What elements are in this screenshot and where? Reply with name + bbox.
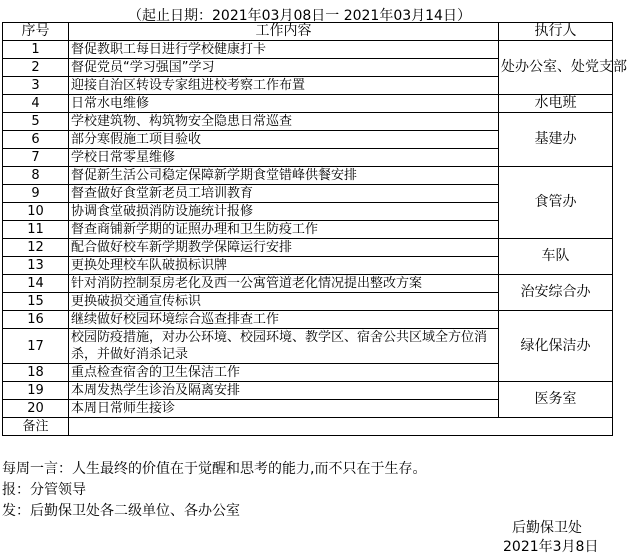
task-cell: 重点检查宿舍的卫生保洁工作 xyxy=(69,364,499,382)
row-number: 16 xyxy=(3,311,69,329)
table-row xyxy=(3,311,613,329)
row-number: 20 xyxy=(3,400,69,418)
row-number: 14 xyxy=(3,275,69,293)
executor-cell: 食管办 xyxy=(499,167,613,239)
executor-cell: 车队 xyxy=(499,239,613,275)
notes-cell xyxy=(69,418,613,436)
task-cell: 督促党员“学习强国”学习 xyxy=(69,59,499,77)
notes-row xyxy=(3,418,613,436)
row-number: 6 xyxy=(3,131,69,149)
table-header-row xyxy=(3,23,613,41)
table-row xyxy=(3,113,613,131)
work-plan-table xyxy=(2,22,627,436)
table-row xyxy=(3,239,613,257)
task-cell: 继续做好校园环境综合巡查排查工作 xyxy=(69,311,499,329)
sign-date: 2021年3月8日 xyxy=(503,539,599,555)
task-cell: 督促新生活公司稳定保障新学期食堂错峰供餐安排 xyxy=(69,167,499,185)
row-number: 3 xyxy=(3,77,69,95)
column-header-number: 序号 xyxy=(3,23,69,41)
task-cell: 配合做好校车新学期教学保障运行安排 xyxy=(69,239,499,257)
task-cell: 本周发热学生诊治及隔离安排 xyxy=(69,382,499,400)
task-cell: 部分寒假施工项目验收 xyxy=(69,131,499,149)
weekly-motto: 每周一言：人生最终的价值在于觉醒和思考的能力,而不只在于生存。 xyxy=(2,461,427,477)
row-number: 8 xyxy=(3,167,69,185)
column-header-task: 工作内容 xyxy=(69,23,499,41)
task-cell: 针对消防控制泵房老化及西一公寓管道老化情况提出整改方案 xyxy=(69,275,499,293)
task-cell: 本周日常师生接诊 xyxy=(69,400,499,418)
row-number: 18 xyxy=(3,364,69,382)
task-cell: 协调食堂破损消防设施统计报修 xyxy=(69,203,499,221)
task-cell: 校园防疫措施，对办公环境、校园环境、教学区、宿舍公共区域全方位消杀，并做好消杀记录 xyxy=(69,329,499,364)
row-number: 19 xyxy=(3,382,69,400)
table-row xyxy=(3,382,613,400)
row-number: 15 xyxy=(3,293,69,311)
task-cell: 更换处理校车队破损标识牌 xyxy=(69,257,499,275)
column-header-executor: 执行人 xyxy=(499,23,613,41)
date-range: （起止日期：2021年03月08日一 2021年03月14日） xyxy=(128,8,471,24)
row-number: 10 xyxy=(3,203,69,221)
report-to: 报：分管领导 xyxy=(2,482,86,498)
executor-cell: 水电班 xyxy=(499,95,613,113)
row-number: 1 xyxy=(3,41,69,59)
executor-cell: 处办公室、处党支部 xyxy=(499,41,613,95)
row-number: 5 xyxy=(3,113,69,131)
task-cell: 督查做好食堂新老员工培训教育 xyxy=(69,185,499,203)
task-cell: 更换破损交通宣传标识 xyxy=(69,293,499,311)
table-row xyxy=(3,95,613,113)
row-number: 7 xyxy=(3,149,69,167)
notes-label: 备注 xyxy=(3,418,69,436)
table-row xyxy=(3,275,613,293)
row-number: 13 xyxy=(3,257,69,275)
signer: 后勤保卫处 xyxy=(512,520,582,536)
row-number: 11 xyxy=(3,221,69,239)
task-cell: 学校日常零星维修 xyxy=(69,149,499,167)
task-cell: 迎接自治区转设专家组进校考察工作布置 xyxy=(69,77,499,95)
task-cell: 督查商铺新学期的证照办理和卫生防疫工作 xyxy=(69,221,499,239)
task-cell: 督促教职工每日进行学校健康打卡 xyxy=(69,41,499,59)
row-number: 12 xyxy=(3,239,69,257)
table-row xyxy=(3,167,613,185)
task-cell: 日常水电维修 xyxy=(69,95,499,113)
task-cell: 学校建筑物、构筑物安全隐患日常巡查 xyxy=(69,113,499,131)
row-number: 9 xyxy=(3,185,69,203)
table-row xyxy=(3,41,613,59)
executor-cell: 基建办 xyxy=(499,113,613,167)
row-number: 2 xyxy=(3,59,69,77)
send-to: 发：后勤保卫处各二级单位、各办公室 xyxy=(2,503,240,519)
row-number: 17 xyxy=(3,329,69,364)
executor-cell: 绿化保洁办 xyxy=(499,311,613,382)
executor-cell: 治安综合办 xyxy=(499,275,613,311)
row-number: 4 xyxy=(3,95,69,113)
executor-cell: 医务室 xyxy=(499,382,613,418)
